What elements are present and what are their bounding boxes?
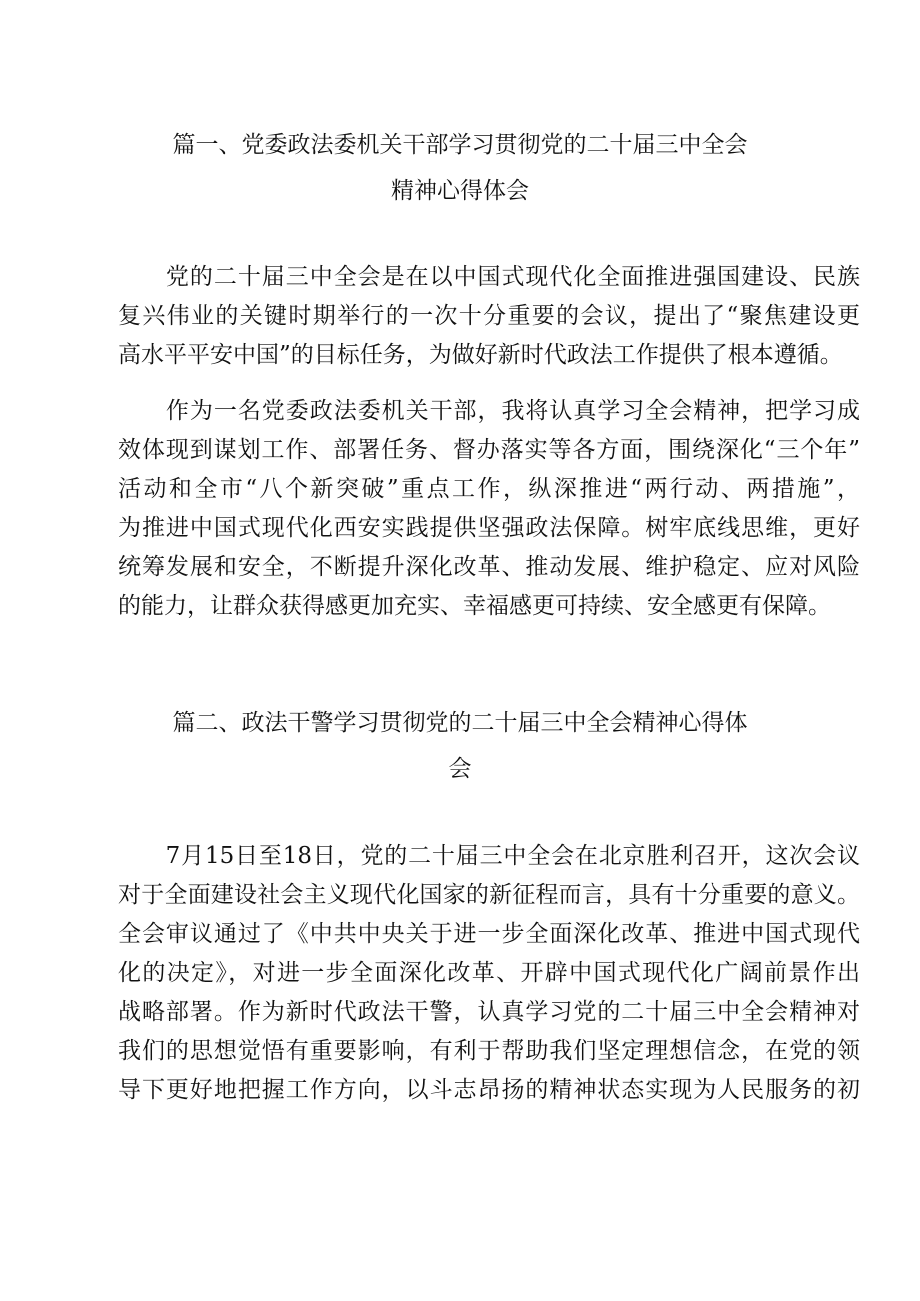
text-line: 战略部署。作为新时代政法干警，认真学习党的二十届三中全会精神对 (118, 999, 860, 1025)
section1-title-line: 篇一、党委政法委机关干部学习贯彻党的二十届三中全会 (172, 132, 748, 158)
text-line: 的能力，让群众获得感更加充实、幸福感更可持续、安全感更有保障。 (118, 593, 831, 619)
section2-title (0, 700, 920, 792)
text-line: 对于全面建设社会主义现代化国家的新征程而言，具有十分重要的意义。 (118, 882, 860, 908)
section1-title-line: 精神心得体会 (391, 178, 529, 204)
text-line: 复兴伟业的关键时期举行的一次十分重要的会议，提出了“聚焦建设更 (118, 303, 860, 329)
text-line: 效体现到谋划工作、部署任务、督办落实等各方面，围绕深化“三个年” (118, 437, 860, 463)
text-line: 全会审议通过了《中共中央关于进一步全面深化改革、推进中国式现代 (118, 921, 860, 947)
text-line: 我们的思想觉悟有重要影响，有利于帮助我们坚定理想信念，在党的领 (118, 1038, 860, 1064)
section1-paragraph-2 (118, 392, 860, 626)
text-line: 作为一名党委政法委机关干部，我将认真学习全会精神，把学习成 (118, 398, 860, 424)
text-line: 为推进中国式现代化西安实践提供坚强政法保障。树牢底线思维，更好 (118, 515, 860, 541)
text-line: 高水平平安中国”的目标任务，为做好新时代政法工作提供了根本遵循。 (118, 342, 843, 368)
section1-title (0, 122, 920, 214)
text-line: 化的决定》，对进一步全面深化改革、开辟中国式现代化广阔前景作出 (118, 960, 860, 986)
section2-title-line: 篇二、政法干警学习贯彻党的二十届三中全会精神心得体 (172, 710, 748, 736)
text-line: 统筹发展和安全，不断提升深化改革、推动发展、维护稳定、应对风险 (118, 554, 860, 580)
section1-paragraph-1 (118, 258, 860, 375)
section2-title-line: 会 (448, 756, 472, 782)
text-line: 党的二十届三中全会是在以中国式现代化全面推进强国建设、民族 (118, 264, 860, 290)
text-line: 活动和全市“八个新突破”重点工作，纵深推进“两行动、两措施”， (118, 476, 860, 502)
text-line: 导下更好地把握工作方向，以斗志昂扬的精神状态实现为人民服务的初 (118, 1077, 860, 1103)
section2-paragraph-1 (118, 837, 860, 1110)
text-line: 7月15日至18日，党的二十届三中全会在北京胜利召开，这次会议 (118, 843, 860, 869)
